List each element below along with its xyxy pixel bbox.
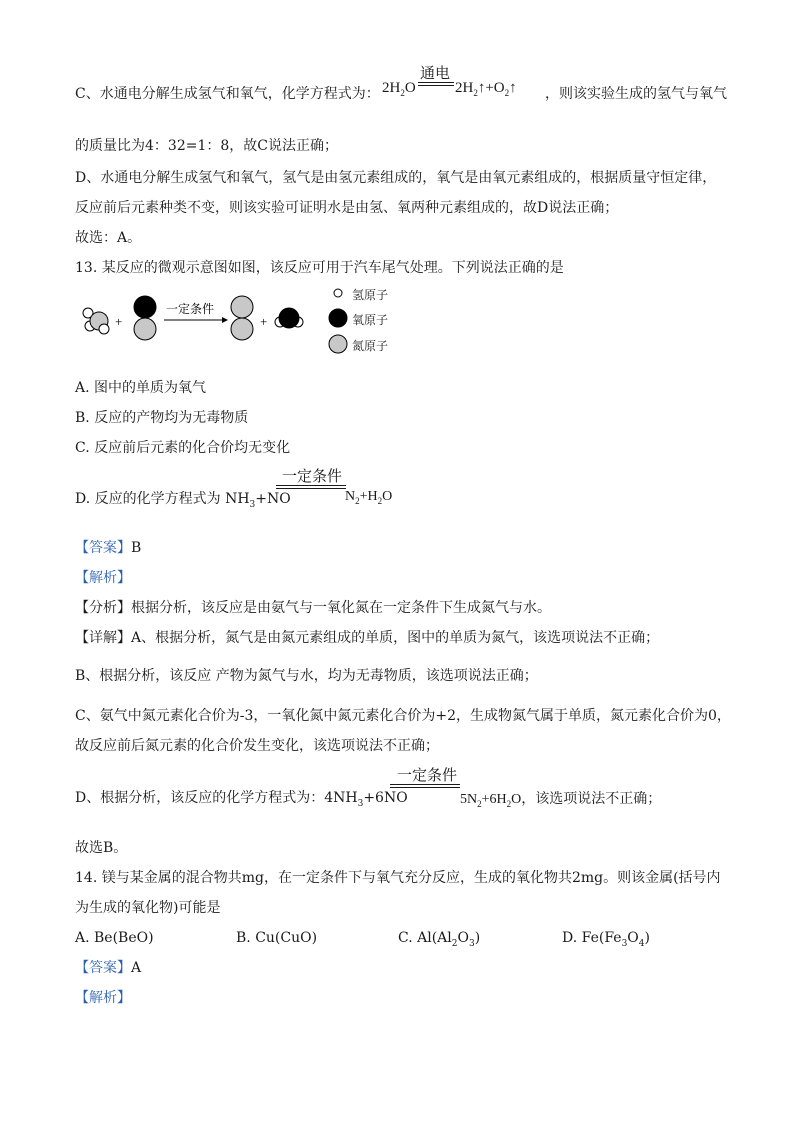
q14-option-b: B. Cu(CuO) <box>236 930 318 946</box>
choose-a-line: 故选：A。 <box>75 230 142 246</box>
legend-nitrogen: 氮原子 <box>352 339 389 353</box>
option-d-products: $N_2+H_2O$ <box>345 489 393 506</box>
q14-option-d: D. $Fe(Fe_3O_4)$ <box>562 930 650 949</box>
q13-xiangjie-line: 【详解】A、根据分析，氮气是由氮元素组成的单质，图中的单质为氮气，该选项说法不正确； <box>75 630 660 646</box>
q14-analysis-tag: 【解析】 <box>75 990 131 1006</box>
legend-oxygen: 氧原子 <box>352 313 389 327</box>
detail-d-products: $5N_2+6H_2O$，该选项说法不正确； <box>460 792 662 809</box>
q13-detail-c2: 故反应前后氮元素的化合价发生变化，该选项说法不正确； <box>75 738 439 754</box>
nitrogen-molecule <box>231 296 253 340</box>
electrolysis-products: $2H_2↑+O_2↑$ <box>455 80 517 98</box>
q13-detail-d: D、根据分析，该反应的化学方程式为：$4NH_3+6NO$ <box>75 790 408 809</box>
plus-sign-1: + <box>115 314 123 329</box>
water-molecule <box>275 308 303 328</box>
q14-title-line1: 14. 镁与某金属的混合物共mg，在一定条件下与氧气充分反应，生成的氧化物共2mg。则该金属(括号内 <box>75 870 721 886</box>
nitrogen-legend-icon <box>329 335 347 353</box>
q13-fenxi-line: 【分析】根据分析，该反应是由氨气与一氧化氮在一定条件下生成氮气与水。 <box>75 600 551 616</box>
q14-option-a: A. Be(BeO) <box>75 930 154 946</box>
water-electrolysis-equation: $2H_2O$ <box>382 80 416 98</box>
legend-hydrogen: 氢原子 <box>352 288 389 302</box>
reaction-diagram <box>70 282 400 362</box>
q13-option-b: B. 反应的产物均为无毒物质 <box>75 410 249 426</box>
q13-title: 13. 某反应的微观示意图如图，该反应可用于汽车尾气处理。下列说法正确的是 <box>75 260 564 276</box>
q14-option-c: C. $Al(Al_2O_3)$ <box>398 930 481 949</box>
detail-d-condition: 一定条件 <box>397 766 458 784</box>
q14-title-line2: 为生成的氧化物)可能是 <box>75 900 221 916</box>
option-d-double-line <box>276 485 346 489</box>
q13-choose-b: 故选B。 <box>75 840 128 856</box>
c-statement-suffix: ，则该实验生成的氢气与氧气 <box>545 86 727 102</box>
nitric-oxide-molecule <box>134 296 156 340</box>
hydrogen-legend-icon <box>334 289 342 297</box>
arrow-condition-label: 一定条件 <box>166 302 215 316</box>
q13-option-d: D. 反应的化学方程式为 $NH_3+NO$ <box>75 491 291 510</box>
option-d-condition: 一定条件 <box>282 467 343 485</box>
oxygen-legend-icon <box>329 309 347 327</box>
d-statement-line1: D、水通电分解生成氢气和氧气，氢气是由氢元素组成的，氧气是由氧元素组成的，根据质量守恒定律， <box>75 170 717 186</box>
electrolysis-condition: 通电 <box>420 64 451 82</box>
d-statement-line2: 反应前后元素种类不变，则该实验可证明水是由氢、氧两种元素组成的，故D说法正确； <box>75 200 619 216</box>
q13-answer-line: 【答案】B <box>75 540 142 556</box>
c-statement-line: C、水通电分解生成氢气和氧气，化学方程式为： <box>75 86 380 102</box>
q13-analysis-tag: 【解析】 <box>75 570 131 586</box>
equation-double-line <box>418 82 454 86</box>
ammonia-molecule <box>83 308 109 334</box>
q13-detail-b: B、根据分析，该反应 产物为氮气与水，均为无毒物质，该选项说法正确； <box>75 668 538 684</box>
plus-sign-2: + <box>260 314 268 329</box>
q13-option-c: C. 反应前后元素的化合价均无变化 <box>75 440 291 456</box>
q14-answer-line: 【答案】A <box>75 960 142 976</box>
detail-d-double-line <box>390 784 460 788</box>
q13-detail-c1: C、氨气中氮元素化合价为-3，一氧化氮中氮元素化合价为+2，生成物氮气属于单质，氮元素化合价为0， <box>75 708 731 724</box>
arrow-head-icon <box>222 317 228 323</box>
c-statement-line2: 的质量比为4：32=1：8，故C说法正确； <box>75 138 338 154</box>
q13-option-a: A. 图中的单质为氧气 <box>75 380 207 396</box>
